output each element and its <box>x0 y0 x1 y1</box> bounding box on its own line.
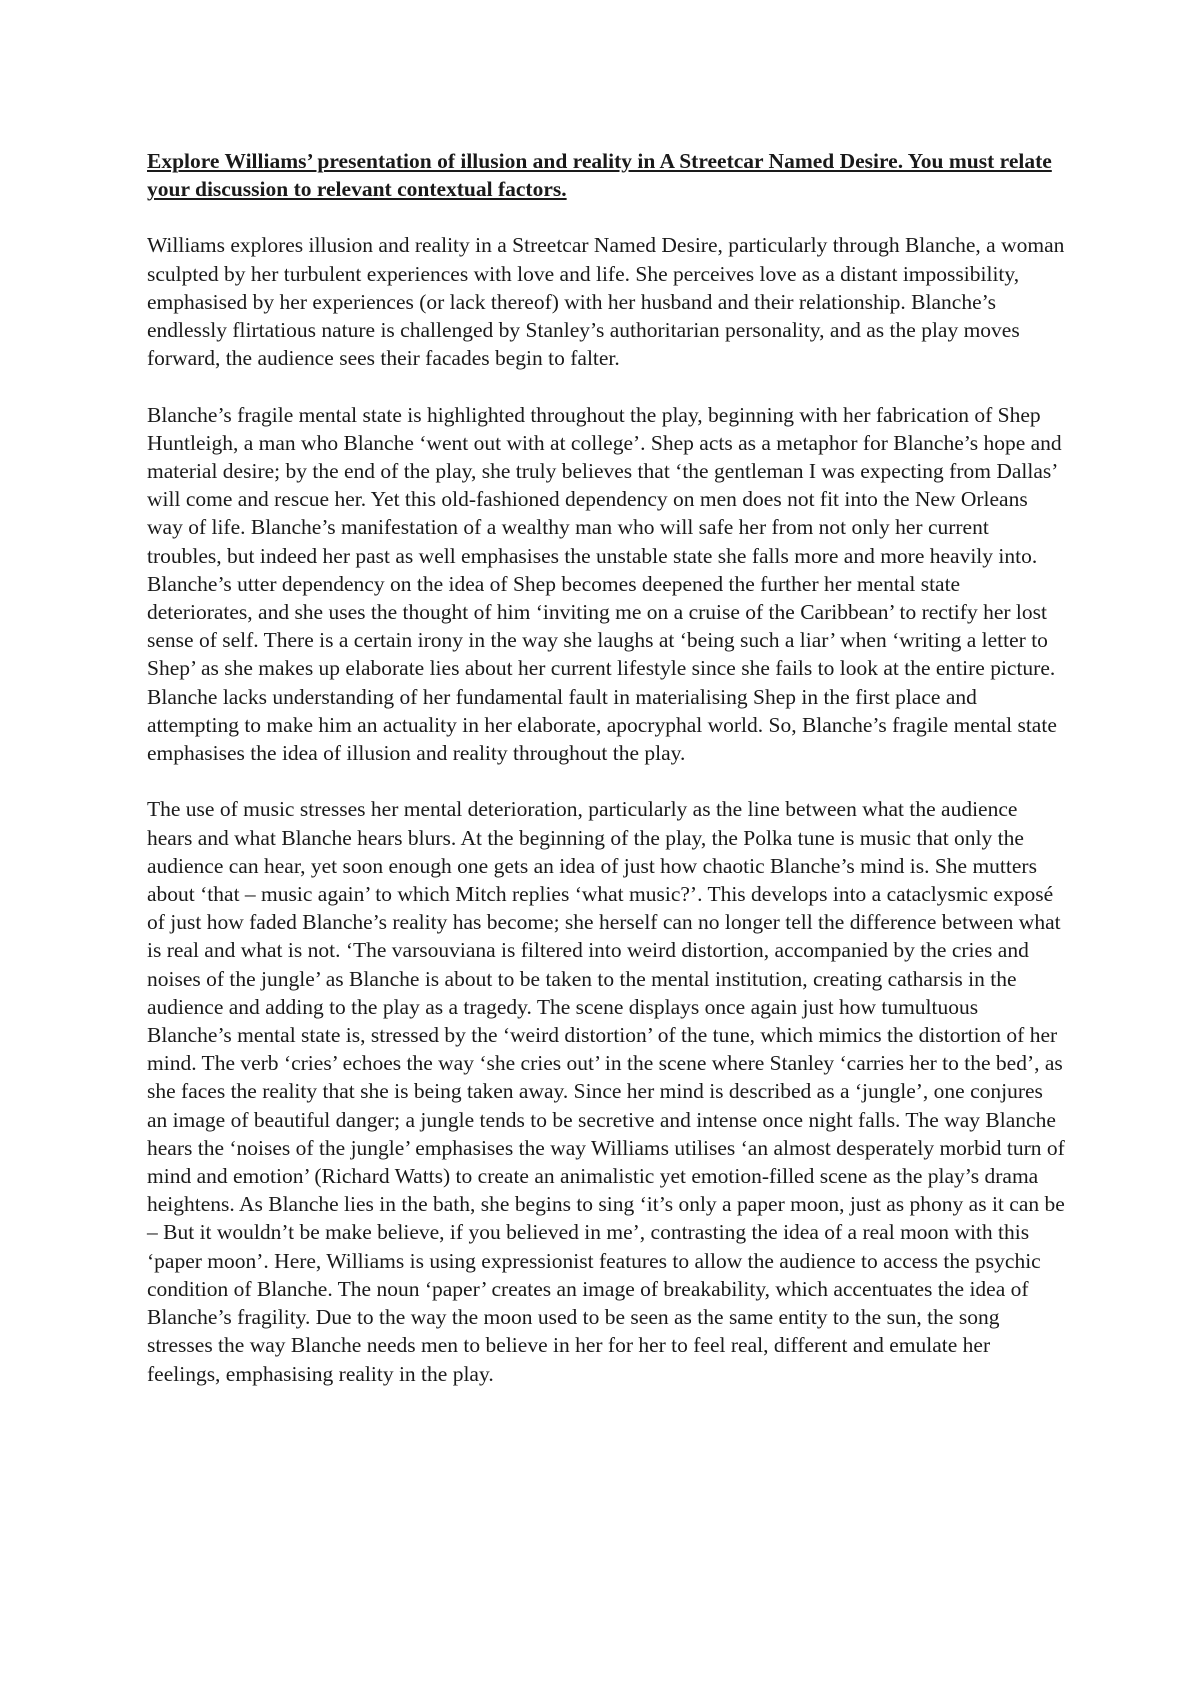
document-body <box>147 147 1065 1416</box>
essay-title: Explore Williams’ presentation of illusion and reality in A Streetcar Named Desire. You must relate your discussion to relevant contextual factors. <box>147 149 1052 202</box>
paragraph-use-of-music: The use of music stresses her mental deterioration, particularly as the line between what the audience hears and what Blanche hears blurs. At the beginning of the play, the Polka tune is music that only the audience can hear, yet soon enough one gets an idea of just how chaotic Blanche’s mind is. She mutters about ‘that – music again’ to which Mitch replies ‘what music?’. This develops into a cataclysmic exposé of just how faded Blanche’s reality has become; she herself can no longer tell the difference between what is real and what is not. ‘The varsouviana is filtered into weird distortion, accompanied by the cries and noises of the jungle’ as Blanche is about to be taken to the mental institution, creating catharsis in the audience and adding to the play as a tragedy. The scene displays once again just how tumultuous Blanche’s mental state is, stressed by the ‘weird distortion’ of the tune, which mimics the distortion of her mind. The verb ‘cries’ echoes the way ‘she cries out’ in the scene where Stanley ‘carries her to the bed’, as she faces the reality that she is being taken away. Since her mind is described as a ‘jungle’, one conjures an image of beautiful danger; a jungle tends to be secretive and intense once night falls. The way Blanche hears the ‘noises of the jungle’ emphasises the way Williams utilises ‘an almost desperately morbid turn of mind and emotion’ (Richard Watts) to create an animalistic yet emotion-filled scene as the play’s drama heightens. As Blanche lies in the bath, she begins to sing ‘it’s only a paper moon, just as phony as it can be – But it wouldn’t be make believe, if you believed in me’, contrasting the idea of a real moon with this ‘paper moon’. Here, Williams is using expressionist features to allow the audience to access the psychic condition of Blanche. The noun ‘paper’ creates an image of breakability, which accentuates the idea of Blanche’s fragility. Due to the way the moon used to be seen as the same entity to the sun, the song stresses the way Blanche needs men to believe in her for her to feel real, different and emulate her feelings, emphasising reality in the play. <box>147 797 1065 1386</box>
paragraph-fragile-mental-state: Blanche’s fragile mental state is highlighted throughout the play, beginning with her fabrication of Shep Huntleigh, a man who Blanche ‘went out with at college’. Shep acts as a metaphor for Blanche’s hope and material desire; by the end of the play, she truly believes that ‘the gentleman I was expecting from Dallas’ will come and rescue her. Yet this old-fashioned dependency on men does not fit into the New Orleans way of life. Blanche’s manifestation of a wealthy man who will safe her from not only her current troubles, but indeed her past as well emphasises the unstable state she falls more and more heavily into. Blanche’s utter dependency on the idea of Shep becomes deepened the further her mental state deteriorates, and she uses the thought of him ‘inviting me on a cruise of the Caribbean’ to rectify her lost sense of self. There is a certain irony in the way she laughs at ‘being such a liar’ when ‘writing a letter to Shep’ as she makes up elaborate lies about her current lifestyle since she fails to look at the entire picture. Blanche lacks understanding of her fundamental fault in materialising Shep in the first place and attempting to make him an actuality in her elaborate, apocryphal world. So, Blanche’s fragile mental state emphasises the idea of illusion and reality throughout the play. <box>147 402 1062 766</box>
paragraph-introduction: Williams explores illusion and reality in a Streetcar Named Desire, particularly through Blanche, a woman sculpted by her turbulent experiences with love and life. She perceives love as a distant impossibility, emphasised by her experiences (or lack thereof) with her husband and their relationship. Blanche’s endlessly flirtatious nature is challenged by Stanley’s authoritarian personality, and as the play moves forward, the audience sees their facades begin to falter. <box>147 233 1065 371</box>
